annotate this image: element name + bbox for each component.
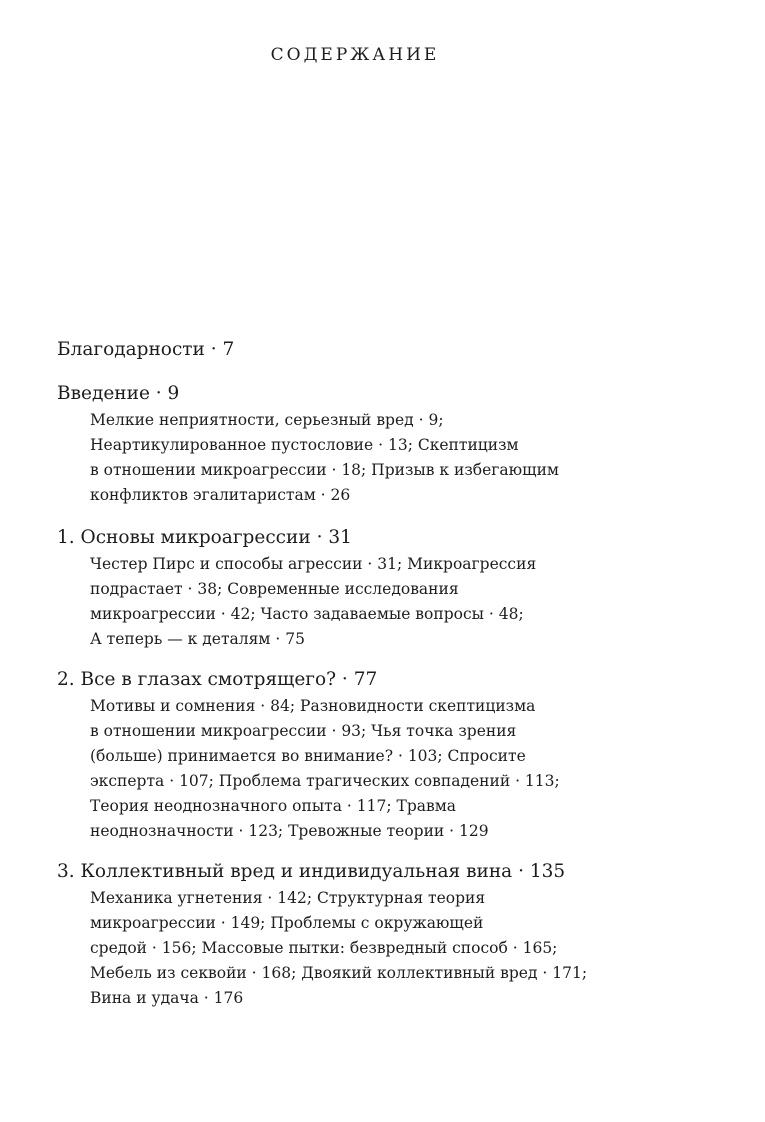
toc-heading[interactable]: 2. Все в глазах смотрящего? · 77 [57,669,378,690]
toc-subsection-line: Мебель из секвойи · 168; Двоякий коллективный вред · 171; [90,964,588,982]
toc-subsection-line: подрастает · 38; Современные исследования [90,580,459,598]
toc-subsection-line: неоднозначности · 123; Тревожные теории · 129 [90,822,489,840]
toc-subsection-line: Мелкие неприятности, серьезный вред · 9; [90,411,444,429]
toc-heading[interactable]: Благодарности · 7 [57,339,235,360]
toc-subsections [90,886,717,1011]
toc-subsection-line: Вина и удача · 176 [90,989,244,1007]
toc-subsection-line: Честер Пирс и способы агрессии · 31; Микроагрессия [90,555,537,573]
toc-subsection-line: Механика угнетения · 142; Структурная теория [90,889,486,907]
toc-entry-acknowledgements [57,336,717,364]
toc-subsection-line: Мотивы и сомнения · 84; Разновидности скептицизма [90,697,536,715]
toc-subsection-line: конфликтов эгалитаристам · 26 [90,486,351,504]
toc-entry-chapter-2 [57,666,717,844]
toc-subsections [90,552,717,652]
toc-subsection-line: (больше) принимается во внимание? · 103; Спросите [90,747,526,765]
toc-subsection-line: А теперь — к деталям · 75 [90,630,305,648]
toc-heading[interactable]: 3. Коллективный вред и индивидуальная вина · 135 [57,861,566,882]
toc-subsections [90,408,717,508]
toc-subsection-line: средой · 156; Массовые пытки: безвредный способ · 165; [90,939,558,957]
toc-subsection-line: Неартикулированное пустословие · 13; Скептицизм [90,436,519,454]
toc-subsection-line: эксперта · 107; Проблема трагических совпадений · 113; [90,772,560,790]
toc-entry-chapter-3 [57,858,717,1011]
toc-subsection-line: Теория неоднозначного опыта · 117; Травма [90,797,457,815]
toc-entry-introduction [57,380,717,508]
toc-subsection-line: в отношении микроагрессии · 93; Чья точка зрения [90,722,517,740]
table-of-contents [57,336,717,1011]
toc-heading[interactable]: 1. Основы микроагрессии · 31 [57,527,352,548]
toc-entry-chapter-1 [57,524,717,652]
toc-subsection-line: в отношении микроагрессии · 18; Призыв к избегающим [90,461,559,479]
toc-subsection-line: микроагрессии · 149; Проблемы с окружающей [90,914,484,932]
toc-heading[interactable]: Введение · 9 [57,383,180,404]
toc-subsection-line: микроагрессии · 42; Часто задаваемые вопросы · 48; [90,605,524,623]
page-title: СОДЕРЖАНИЕ [270,45,440,66]
toc-subsections [90,694,717,844]
